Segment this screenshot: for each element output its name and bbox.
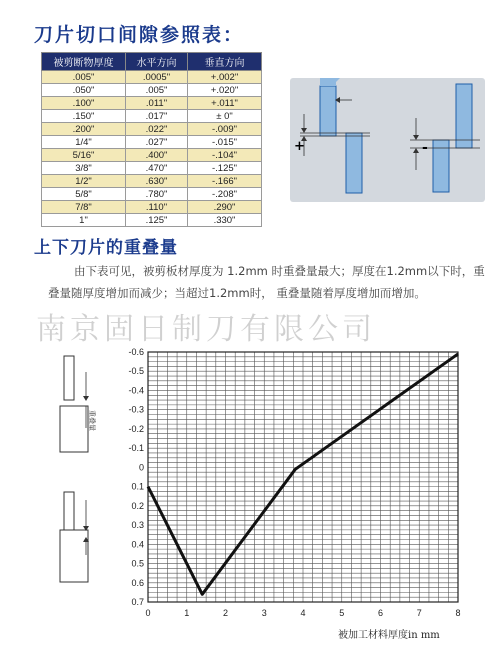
- cell-thickness: .200": [42, 123, 126, 136]
- y-tick-label: 0.3: [131, 520, 144, 531]
- y-tick-label: 0.1: [131, 481, 144, 492]
- overlap-title: 上下刀片的重叠量: [34, 238, 178, 258]
- y-tick-label: 0.4: [131, 539, 144, 550]
- cell-thickness: 5/8": [42, 188, 126, 201]
- header-horizontal: 水平方向: [126, 53, 188, 71]
- plus-sign: +: [294, 139, 305, 154]
- cell-vertical: -.009": [188, 123, 262, 136]
- overlap-label: 重叠量: [88, 410, 96, 431]
- table-row: [42, 201, 262, 214]
- cell-vertical: -.166": [188, 175, 262, 188]
- x-tick-label: 2: [222, 608, 229, 618]
- cell-thickness: 1": [42, 214, 126, 227]
- cell-horizontal: .630": [126, 175, 188, 188]
- table-row: [42, 97, 262, 110]
- table-row: [42, 175, 262, 188]
- y-tick-label: 0.6: [131, 577, 144, 588]
- gap-reference-table: [41, 52, 262, 227]
- cell-thickness: .100": [42, 97, 126, 110]
- gap-table-title: 刀片切口间隙参照表：: [34, 24, 245, 46]
- cell-vertical: -.104": [188, 149, 262, 162]
- overlap-chart: [112, 340, 472, 625]
- cell-thickness: 5/16": [42, 149, 126, 162]
- cell-horizontal: .0005": [126, 71, 188, 84]
- table-row: [42, 71, 262, 84]
- table-row: [42, 188, 262, 201]
- cell-vertical: -.015": [188, 136, 262, 149]
- y-tick-label: -0.6: [128, 347, 144, 357]
- cell-horizontal: .110": [126, 201, 188, 214]
- overlap-side-diagram: [50, 350, 110, 590]
- minus-sign: -: [422, 140, 428, 156]
- y-tick-label: -0.1: [128, 443, 144, 454]
- x-tick-label: 7: [416, 608, 422, 618]
- table-header-row: [42, 53, 262, 71]
- table-row: [42, 214, 262, 227]
- x-tick-label: 8: [455, 608, 461, 618]
- cell-thickness: 7/8": [42, 201, 126, 214]
- y-tick-label: 0.7: [131, 597, 144, 607]
- x-tick-label: 3: [261, 608, 267, 618]
- x-tick-label: 4: [300, 608, 306, 618]
- y-tick-label: -0.3: [128, 404, 144, 415]
- cell-horizontal: .017": [126, 110, 188, 123]
- cell-horizontal: .125": [126, 214, 188, 227]
- cell-horizontal: .005": [126, 84, 188, 97]
- table-row: [42, 149, 262, 162]
- overlap-description: 由下表可见，被剪板材厚度为 1.2mm 时重叠量最大；厚度在1.2mm以下时，重叠量随厚度增加而减少；当超过1.2mm时， 重叠量随着厚度增加而增加。: [48, 264, 485, 300]
- x-tick-label: 5: [339, 608, 345, 618]
- header-vertical: 垂直方向: [188, 53, 262, 71]
- cell-thickness: 3/8": [42, 162, 126, 175]
- blade-pair-minus: [410, 84, 480, 192]
- blade-gap-diagram: [290, 78, 485, 202]
- cell-vertical: +.020": [188, 84, 262, 97]
- y-tick-label: 0: [138, 462, 144, 473]
- x-tick-label: 1: [184, 608, 190, 618]
- cell-thickness: 1/2": [42, 175, 126, 188]
- cell-vertical: -.208": [188, 188, 262, 201]
- y-tick-label: 0.5: [131, 558, 144, 569]
- cell-horizontal: .400": [126, 149, 188, 162]
- cell-thickness: .050": [42, 84, 126, 97]
- cell-vertical: +.011": [188, 97, 262, 110]
- cell-thickness: 1/4": [42, 136, 126, 149]
- cell-thickness: .005": [42, 71, 126, 84]
- cell-horizontal: .011": [126, 97, 188, 110]
- header-thickness: 被剪断物厚度: [42, 53, 126, 71]
- y-tick-label: -0.5: [128, 366, 144, 377]
- table-row: [42, 162, 262, 175]
- cell-thickness: .150": [42, 110, 126, 123]
- cell-horizontal: .780": [126, 188, 188, 201]
- x-tick-label: 6: [377, 608, 384, 618]
- y-tick-label: 0.2: [131, 500, 144, 511]
- table-row: [42, 84, 262, 97]
- blade-pair-plus: [294, 78, 370, 193]
- cell-vertical: +.002": [188, 71, 262, 84]
- table-row: [42, 136, 262, 149]
- table-row: [42, 123, 262, 136]
- cell-vertical: .290": [188, 201, 262, 214]
- table-row: [42, 110, 262, 123]
- y-tick-label: -0.2: [128, 423, 144, 434]
- cell-vertical: .330": [188, 214, 262, 227]
- cell-vertical: ± 0": [188, 110, 262, 123]
- y-tick-label: -0.4: [128, 385, 144, 396]
- cell-horizontal: .022": [126, 123, 188, 136]
- company-watermark: 南京固日制刀有限公司: [36, 312, 376, 347]
- chart-x-caption: 被加工材料厚度in mm: [338, 630, 440, 641]
- x-tick-label: 0: [145, 608, 151, 618]
- cell-vertical: -.125": [188, 162, 262, 175]
- cell-horizontal: .027": [126, 136, 188, 149]
- cell-horizontal: .470": [126, 162, 188, 175]
